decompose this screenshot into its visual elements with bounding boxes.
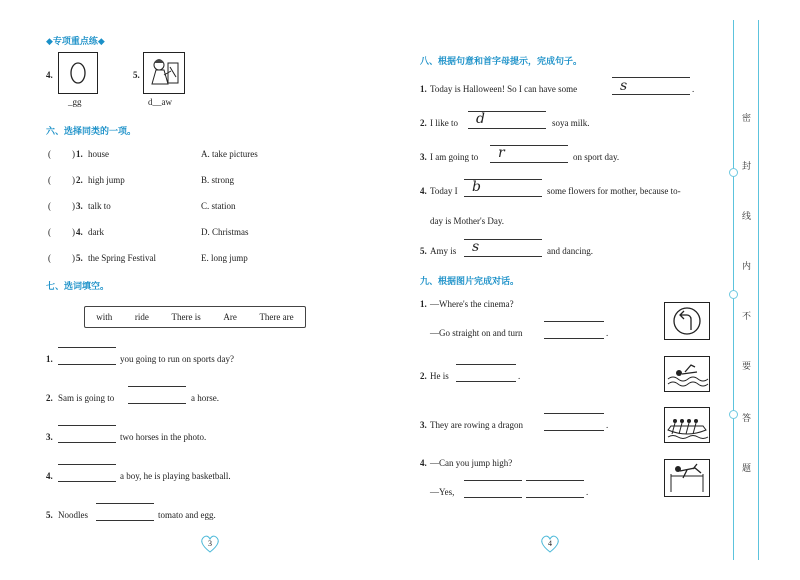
answer-line[interactable]	[468, 128, 546, 129]
egg-picture	[58, 52, 98, 94]
sec8-after-3: on sport day.	[573, 152, 620, 162]
word-bank-item: ride	[134, 312, 149, 322]
word-bank-item: Are	[223, 312, 237, 322]
sec8-after-2: soya milk.	[552, 118, 590, 128]
sec7-title: 七、选词填空。	[46, 282, 110, 292]
word-bank-item: with	[96, 312, 113, 322]
sec9-title: 九、根据图片完成对话。	[420, 277, 520, 287]
sec7-before-2: Sam is going to	[58, 393, 115, 403]
sec7-num-5: 5.	[46, 510, 53, 520]
sec6-paren-1: (	[48, 149, 51, 159]
seal-char: 题	[742, 464, 752, 474]
section-header: ◆专项重点练◆	[46, 37, 105, 47]
seal-char: 内	[742, 262, 752, 272]
sec6-num-5: 5.	[76, 253, 83, 263]
swimmer-icon	[665, 357, 709, 391]
child-drawing-icon	[144, 53, 184, 93]
sec6-word-3: talk to	[88, 201, 111, 211]
sec6-num-2: 2.	[76, 175, 83, 185]
answer-line[interactable]	[464, 497, 522, 498]
seal-line-outer	[758, 20, 759, 560]
hint-letter: s	[472, 239, 480, 255]
sec6-title: 六、选择同类的一项。	[46, 127, 137, 137]
sec7-after-5: tomato and egg.	[158, 510, 216, 520]
sec9-line1-2: He is	[430, 371, 449, 381]
q4-word: _gg	[68, 97, 82, 107]
sec9-line1-1: —Where's the cinema?	[430, 299, 514, 309]
sec8-num-1: 1.	[420, 84, 427, 94]
sec6-close-2: )	[72, 175, 75, 185]
answer-line[interactable]	[96, 503, 154, 504]
answer-line[interactable]	[464, 256, 542, 257]
sec6-paren-3: (	[48, 201, 51, 211]
sec8-before-3: I am going to	[430, 152, 479, 162]
sec6-paren-5: (	[48, 253, 51, 263]
sec6-num-1: 1.	[76, 149, 83, 159]
binding-hole	[729, 410, 738, 419]
dragon-boat-icon	[665, 408, 709, 442]
sec9-line1-3: They are rowing a dragon	[430, 420, 523, 430]
answer-line[interactable]	[128, 403, 186, 404]
sec6-paren-2: (	[48, 175, 51, 185]
word-bank-item: There are	[259, 312, 294, 322]
sec8-title: 八、根据句意和首字母提示，完成句子。	[420, 57, 583, 67]
high-jump-picture	[664, 459, 710, 497]
sec7-num-4: 4.	[46, 471, 53, 481]
sec6-word-4: dark	[88, 227, 104, 237]
page-number: 4	[548, 539, 552, 548]
sec6-word-1: house	[88, 149, 109, 159]
word-bank-item: There is	[171, 312, 201, 322]
swimming-picture	[664, 356, 710, 392]
binding-hole	[729, 168, 738, 177]
sec8-num-3: 3.	[420, 152, 427, 162]
sec6-opt-2: B. strong	[201, 175, 235, 185]
seal-char: 封	[742, 162, 752, 172]
sec7-before-5: Noodles	[58, 510, 88, 520]
seal-char: 要	[742, 362, 752, 372]
sec8-num-4: 4.	[420, 186, 427, 196]
answer-line[interactable]	[456, 381, 516, 382]
sec6-opt-5: E. long jump	[201, 253, 248, 263]
sec7-after-3: two horses in the photo.	[120, 432, 207, 442]
sec8-line2-4: day is Mother's Day.	[430, 216, 505, 226]
sec8-before-5: Amy is	[430, 246, 457, 256]
answer-line[interactable]	[456, 364, 516, 365]
seal-char: 不	[742, 312, 752, 322]
answer-line[interactable]	[58, 364, 116, 365]
answer-line[interactable]	[612, 94, 690, 95]
answer-line[interactable]	[58, 481, 116, 482]
q4-label: 4.	[46, 70, 53, 80]
answer-line[interactable]	[544, 321, 604, 322]
sec9-num-3: 3.	[420, 420, 427, 430]
sec6-word-5: the Spring Festival	[88, 253, 156, 263]
q5-word: d__aw	[148, 97, 172, 107]
sec8-before-4: Today I	[430, 186, 458, 196]
answer-line[interactable]	[544, 338, 604, 339]
answer-line[interactable]	[544, 413, 604, 414]
sec7-after-2: a horse.	[191, 393, 219, 403]
answer-line[interactable]	[526, 497, 584, 498]
sec8-before-2: I like to	[430, 118, 458, 128]
seal-char: 答	[742, 414, 752, 424]
sec7-num-1: 1.	[46, 354, 53, 364]
sec9-line2-1: —Go straight on and turn	[430, 328, 523, 338]
hint-letter: r	[498, 145, 505, 161]
sec6-word-2: high jump	[88, 175, 125, 185]
egg-icon	[59, 53, 97, 93]
seal-char: 线	[742, 212, 752, 222]
answer-line[interactable]	[58, 442, 116, 443]
sec9-num-1: 1.	[420, 299, 427, 309]
sec8-after-4: some flowers for mother, because to-	[547, 186, 681, 196]
answer-line[interactable]	[96, 520, 154, 521]
sec7-num-2: 2.	[46, 393, 53, 403]
sec8-num-5: 5.	[420, 246, 427, 256]
q5-label: 5.	[133, 70, 140, 80]
sec7-num-3: 3.	[46, 432, 53, 442]
answer-line[interactable]	[464, 196, 542, 197]
sec9-num-4: 4.	[420, 458, 427, 468]
answer-line[interactable]	[58, 464, 116, 465]
sec8-before-1: Today is Halloween! So I can have some	[430, 84, 578, 94]
sec6-num-4: 4.	[76, 227, 83, 237]
answer-line[interactable]	[128, 386, 186, 387]
sec6-close-4: )	[72, 227, 75, 237]
answer-line[interactable]	[464, 480, 522, 481]
sec6-opt-1: A. take pictures	[201, 149, 258, 159]
answer-line[interactable]	[58, 347, 116, 348]
sec8-after-5: and dancing.	[547, 246, 593, 256]
sec9-line2-4: —Yes,	[430, 487, 455, 497]
dragon-boat-picture	[664, 407, 710, 443]
sec9-line1-4: —Can you jump high?	[430, 458, 513, 468]
sec6-paren-4: (	[48, 227, 51, 237]
sec9-end-4: .	[586, 487, 589, 497]
high-jump-icon	[665, 460, 709, 496]
sec7-after-4: a boy, he is playing basketball.	[120, 471, 231, 481]
word-bank	[84, 306, 306, 328]
sec6-close-5: )	[72, 253, 75, 263]
sec6-close-3: )	[72, 201, 75, 211]
page-number: 3	[208, 539, 212, 548]
answer-line[interactable]	[58, 425, 116, 426]
sec6-opt-4: D. Christmas	[201, 227, 249, 237]
binding-hole	[729, 290, 738, 299]
hint-letter: b	[472, 179, 481, 195]
turn-sign-picture	[664, 302, 710, 340]
sec6-opt-3: C. station	[201, 201, 236, 211]
sec9-end-2: .	[518, 371, 521, 381]
answer-line[interactable]	[544, 430, 604, 431]
sec9-num-2: 2.	[420, 371, 427, 381]
seal-char: 密	[742, 114, 752, 124]
answer-line[interactable]	[490, 162, 568, 163]
hint-letter: s	[620, 78, 628, 94]
sec6-num-3: 3.	[76, 201, 83, 211]
sec8-after-1: .	[692, 84, 695, 94]
turn-left-sign-icon	[665, 303, 709, 339]
sec8-num-2: 2.	[420, 118, 427, 128]
sec6-close-1: )	[72, 149, 75, 159]
sec9-end-3: .	[606, 420, 609, 430]
sec9-end-1: .	[606, 328, 609, 338]
answer-line[interactable]	[526, 480, 584, 481]
hint-letter: d	[476, 111, 485, 127]
sec7-after-1: you going to run on sports day?	[120, 354, 234, 364]
draw-picture	[143, 52, 185, 94]
